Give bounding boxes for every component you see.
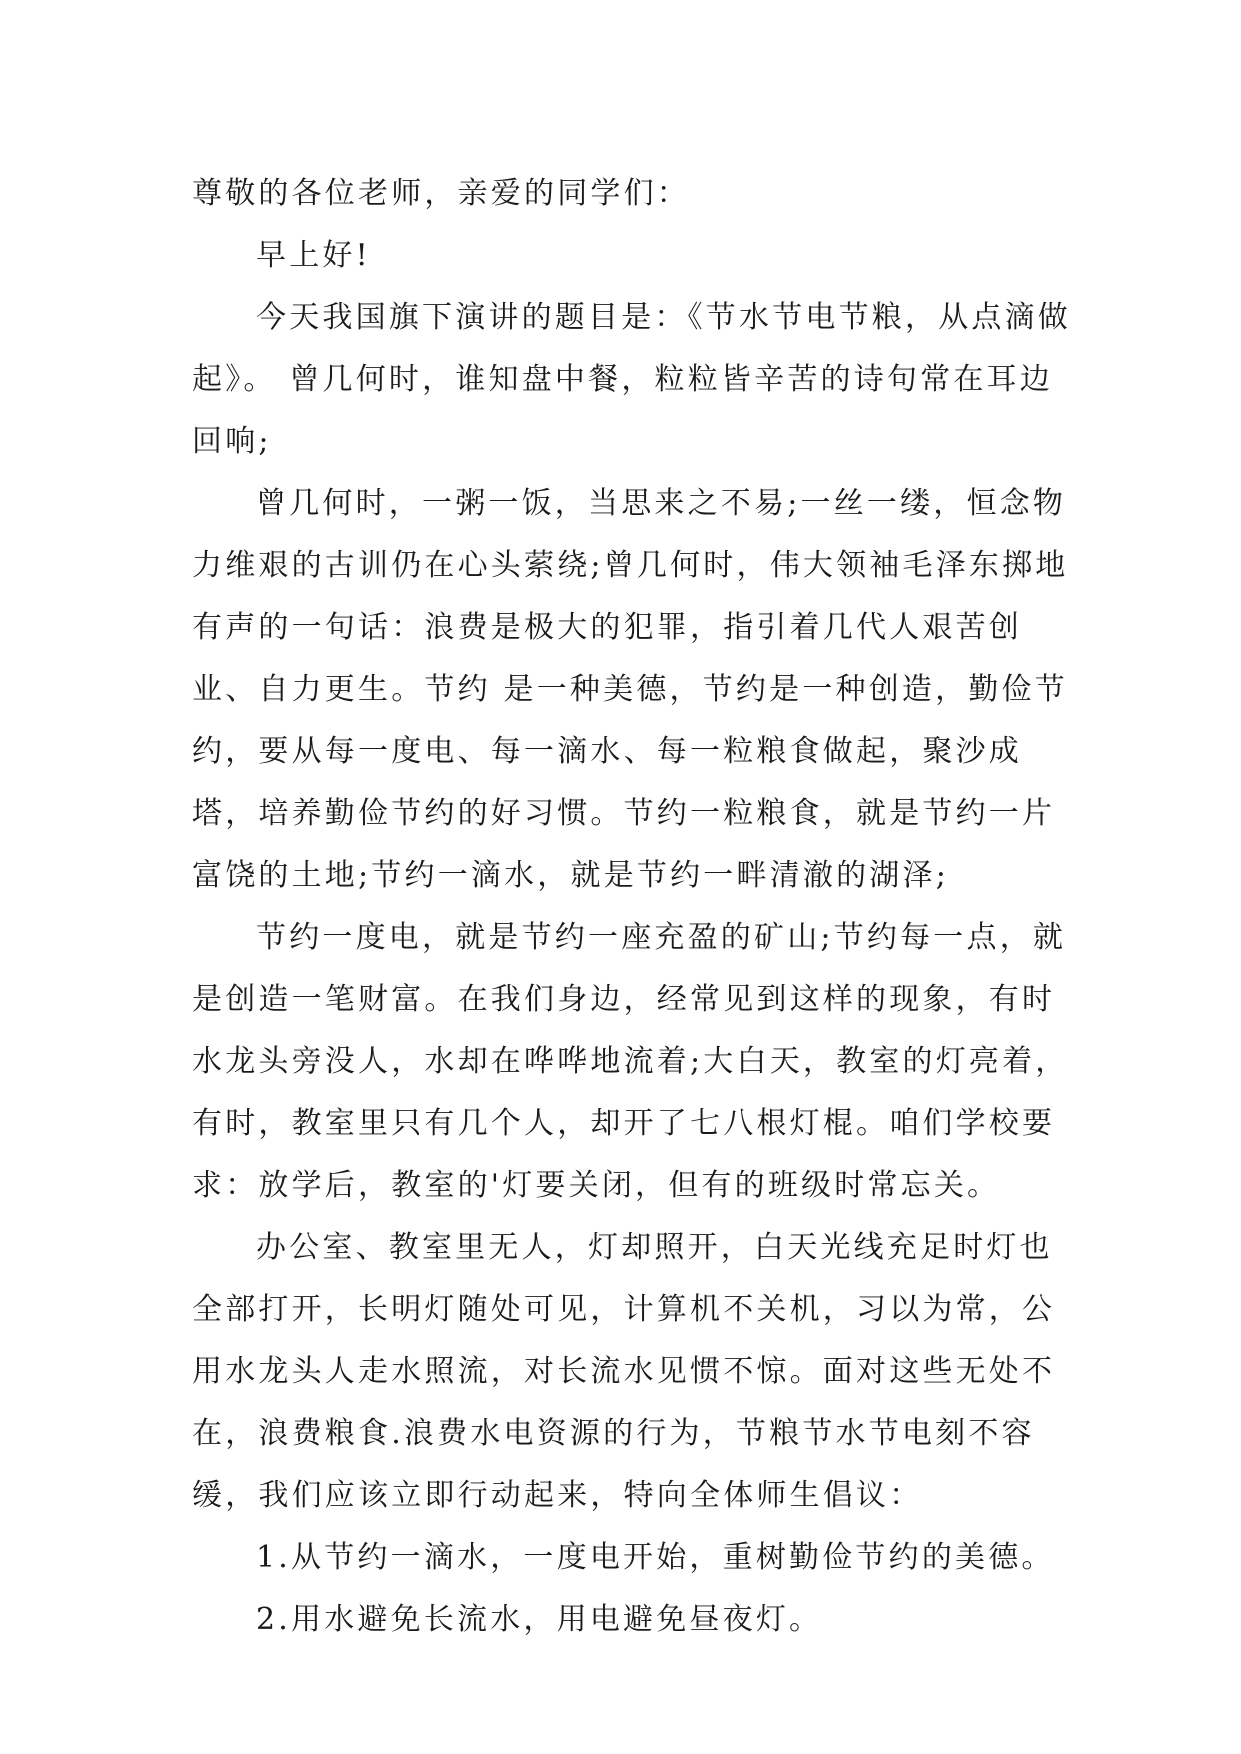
body-paragraph: 曾几何时，一粥一饭，当思来之不易;一丝一缕，恒念物力维艰的古训仍在心头萦绕;曾几何时，伟大领袖毛泽东掷地有声的一句话：浪费是极大的犯罪，指引着几代人艰苦创业、自力更生。节约 是一种美德，节约是一种创造，勤俭节约，要从每一度电、每一滴水、每一粒粮食做起，聚沙成塔，培养勤俭节约的好习惯。节约一粒粮食，就是节约一片富饶的土地;节约一滴水，就是节约一畔清澈的湖泽; <box>192 486 1069 893</box>
body-paragraph: 办公室、教室里无人，灯却照开，白天光线充足时灯也全部打开，长明灯随处可见，计算机不关机，习以为常，公用水龙头人走水照流，对长流水见惯不惊。面对这些无处不在，浪费粮食.浪费水电资源的行为，节粮节水节电刻不容缓，我们应该立即行动起来，特向全体师生倡议： <box>192 1230 1056 1513</box>
list-item: 1.从节约一滴水，一度电开始，重树勤俭节约的美德。 <box>256 1540 1055 1575</box>
body-paragraph: 节约一度电，就是节约一座充盈的矿山;节约每一点，就是创造一笔财富。在我们身边，经常见到这样的现象，有时水龙头旁没人，水却在哗哗地流着;大白天，教室的灯亮着，有时，教室里只有几个人，却开了七八根灯棍。咱们学校要求：放学后，教室的'灯要关闭，但有的班级时常忘关。 <box>192 920 1069 1203</box>
list-item: 2.用水避免长流水，用电避免昼夜灯。 <box>256 1602 823 1637</box>
document-body <box>192 163 1072 1651</box>
body-paragraph: 今天我国旗下演讲的题目是：《节水节电节粮，从点滴做起》。 曾几何时，谁知盘中餐，粒粒皆辛苦的诗句常在耳边回响; <box>192 300 1071 459</box>
greeting-paragraph: 早上好! <box>256 238 371 273</box>
salutation-paragraph: 尊敬的各位老师，亲爱的同学们： <box>192 176 690 211</box>
